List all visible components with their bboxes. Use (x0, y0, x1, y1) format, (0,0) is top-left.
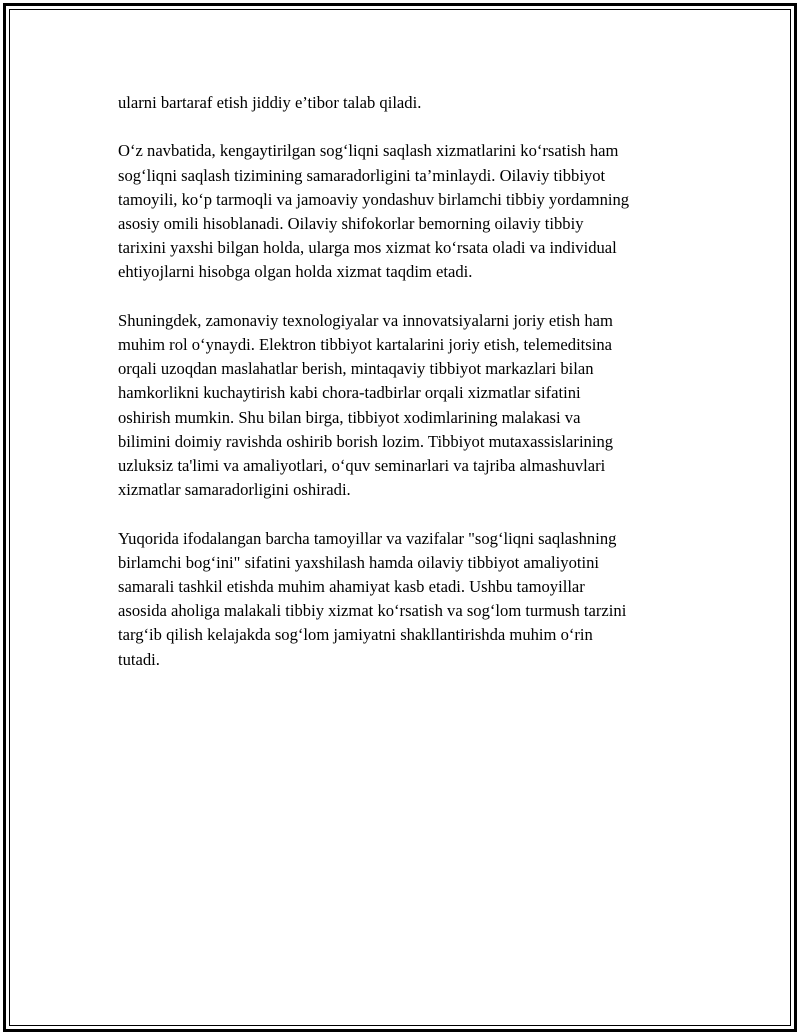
text-line: Yuqorida ifodalangan barcha tamoyillar va vazifalar "sog‘liqni saqlashning (118, 528, 617, 548)
text-line: asosida aholiga malakali tibbiy xizmat ko‘rsatish va sog‘lom turmush tarzini (118, 601, 627, 621)
text-line: ularni bartaraf etish jiddiy e’tibor talab qiladi. (118, 93, 422, 112)
paragraph-3 (118, 309, 698, 503)
text-line: samarali tashkil etishda muhim ahamiyat kasb etadi. Ushbu tamoyillar (118, 577, 585, 597)
text-line: oshirish mumkin. Shu bilan birga, tibbiyot xodimlarining malakasi va (118, 407, 581, 427)
text-line: ehtiyojlarni hisobga olgan holda xizmat taqdim etadi. (118, 262, 473, 282)
text-line: muhim rol o‘ynaydi. Elektron tibbiyot kartalarini joriy etish, telemeditsina (118, 335, 613, 354)
text-line: xizmatlar samaradorligini oshiradi. (118, 480, 351, 500)
text-line: hamkorlikni kuchaytirish kabi chora-tadbirlar orqali xizmatlar sifatini (118, 383, 581, 403)
text-line: orqali uzoqdan maslahatlar berish, mintaqaviy tibbiyot markazlari bilan (118, 359, 594, 379)
text-line: uzluksiz ta'limi va amaliyotlari, o‘quv seminarlari va tajriba almashuvlari (118, 456, 606, 476)
text-line: asosiy omili hisoblanadi. Oilaviy shifokorlar bemorning oilaviy tibbiy (118, 214, 584, 233)
text-line: O‘z navbatida, kengaytirilgan sog‘liqni saqlash xizmatlarini ko‘rsatish ham (118, 141, 619, 161)
document-body (118, 91, 698, 696)
paragraph-4 (118, 527, 698, 672)
text-line: birlamchi bog‘ini" sifatini yaxshilash hamda oilaviy tibbiyot amaliyotini (118, 552, 599, 572)
text-line: bilimini doimiy ravishda oshirib borish lozim. Tibbiyot mutaxassislarining (118, 431, 614, 451)
paragraph-1 (118, 91, 698, 115)
text-line: tamoyili, ko‘p tarmoqli va jamoaviy yondashuv birlamchi tibbiy yordamning (118, 189, 630, 209)
text-line: Shuningdek, zamonaviy texnologiyalar va innovatsiyalarni joriy etish ham (118, 310, 613, 330)
paragraph-2 (118, 139, 698, 284)
text-line: targ‘ib qilish kelajakda sog‘lom jamiyatni shakllantirishda muhim o‘rin (118, 625, 593, 645)
text-line: sog‘liqni saqlash tizimining samaradorligini ta’minlaydi. Oilaviy tibbiyot (118, 165, 606, 185)
text-line: tarixini yaxshi bilgan holda, ularga mos xizmat ko‘rsata oladi va individual (118, 238, 617, 258)
text-line: tutadi. (118, 649, 160, 669)
